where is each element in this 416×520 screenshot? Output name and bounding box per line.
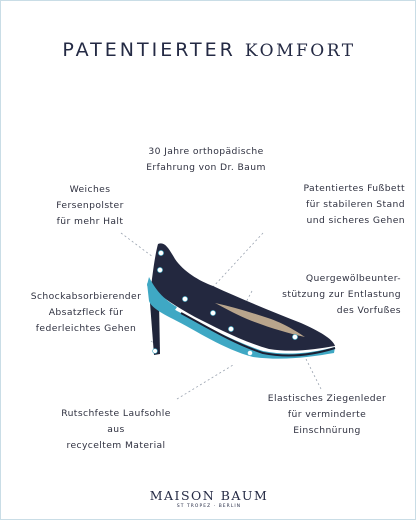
dot-shock — [153, 349, 158, 354]
feature-experience — [121, 144, 291, 176]
feature-leather-line-2: für verminderte — [287, 409, 367, 420]
feature-shock-absorber-line-1: Schockabsorbierender — [30, 291, 142, 302]
feature-heel-pad-line-2: Fersenpolster — [56, 200, 124, 211]
dot-arch — [210, 310, 215, 315]
feature-heel-pad — [37, 182, 143, 230]
feature-heel-pad-line-3: für mehr Halt — [56, 216, 124, 227]
dot-heel-pad — [158, 250, 163, 255]
feature-experience-line-2: Erfahrung von Dr. Baum — [146, 162, 266, 173]
feature-footbed-line-2: für stabileren Stand — [305, 199, 405, 210]
dot-midfoot — [228, 326, 233, 331]
brand-logo: MAISON BAUM — [149, 488, 269, 503]
line-heel-pad — [121, 233, 153, 257]
feature-arch-support-line-2: stützung zur Entlastung — [282, 289, 401, 300]
feature-footbed-line-3: und sicheres Gehen — [306, 215, 405, 226]
line-leather — [306, 359, 321, 389]
brand-subtitle: ST TROPEZ · BERLIN — [176, 504, 242, 509]
line-sole — [177, 365, 233, 399]
feature-heel-pad-line-1: Weiches — [69, 184, 111, 195]
dot-sole — [247, 350, 252, 355]
feature-sole — [51, 406, 181, 454]
feature-arch-support-line-3: des Vorfußes — [336, 305, 401, 316]
feature-footbed-line-1: Patentiertes Fußbett — [303, 183, 405, 194]
feature-leather — [249, 391, 405, 439]
feature-sole-line-3: recyceltem Material — [66, 440, 166, 451]
title-part-2: KOMFORT — [244, 41, 356, 61]
feature-footbed — [263, 181, 405, 229]
feature-arch-support-line-1: Quergewölbeunter- — [305, 273, 401, 284]
feature-arch-support — [251, 271, 401, 319]
dot-footbed — [182, 296, 187, 301]
feature-shock-absorber — [15, 289, 157, 337]
feature-sole-line-1: Rutschfeste Laufsohle — [61, 408, 171, 419]
feature-sole-line-2: aus — [107, 424, 125, 435]
feature-leather-line-1: Elastisches Ziegenleder — [267, 393, 387, 404]
feature-shock-absorber-line-2: Absatzfleck für — [48, 307, 124, 318]
dot-leather — [292, 334, 297, 339]
feature-experience-line-1: 30 Jahre orthopädische — [148, 146, 264, 157]
feature-shock-absorber-line-3: federleichtes Gehen — [35, 323, 137, 334]
dot-heel — [157, 267, 162, 272]
feature-leather-line-3: Einschnürung — [293, 425, 361, 436]
title-part-1: PATENTIERTER — [62, 39, 236, 61]
